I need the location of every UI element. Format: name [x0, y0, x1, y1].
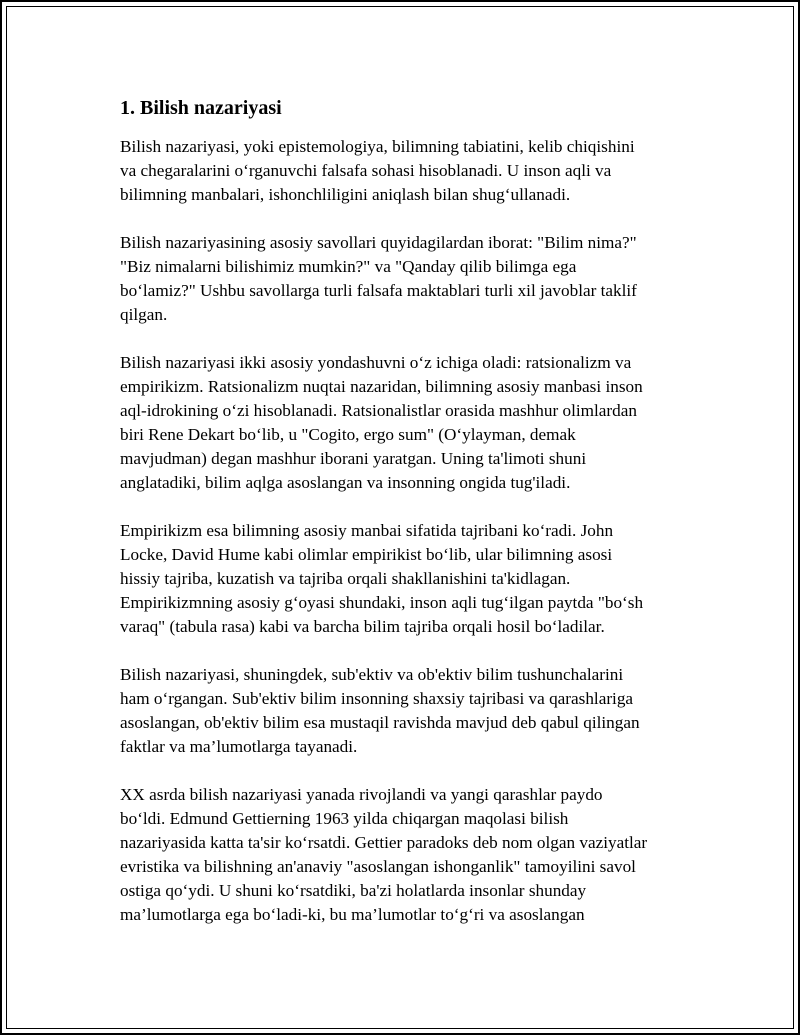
text-line: ma’lumotlarga ega bo‘ladi-ki, bu ma’lumotlar to‘g‘ri va asoslangan: [120, 905, 585, 924]
text-line: XX asrda bilish nazariyasi yanada rivojlandi va yangi qarashlar paydo: [120, 785, 603, 804]
text-line: Empirikizm esa bilimning asosiy manbai sifatida tajribani ko‘radi. John: [120, 521, 614, 540]
text-line: bo‘ldi. Edmund Gettierning 1963 yilda chiqargan maqolasi bilish: [120, 809, 569, 828]
text-line: Empirikizmning asosiy g‘oyasi shundaki, inson aqli tug‘ilgan paytda "bo‘sh: [120, 593, 644, 612]
text-line: hissiy tajriba, kuzatish va tajriba orqali shakllanishini ta'kidlagan.: [120, 569, 571, 588]
text-line: Locke, David Hume kabi olimlar empirikist bo‘lib, ular bilimning asosi: [120, 545, 613, 564]
text-line: aql-idrokining o‘zi hisoblanadi. Ratsionalistlar orasida mashhur olimlardan: [120, 401, 637, 420]
text-line: nazariyasida katta ta'sir ko‘rsatdi. Gettier paradoks deb nom olgan vaziyatlar: [120, 833, 648, 852]
text-line: Bilish nazariyasi, yoki epistemologiya, bilimning tabiatini, kelib chiqishini: [120, 137, 635, 156]
text-line: va chegaralarini o‘rganuvchi falsafa sohasi hisoblanadi. U inson aqli va: [120, 161, 612, 180]
text-line: qilgan.: [120, 305, 168, 324]
text-line: empirikizm. Ratsionalizm nuqtai nazaridan, bilimning asosiy manbasi inson: [120, 377, 643, 396]
document-body: [120, 95, 700, 951]
paragraph-empiricism: [120, 519, 700, 639]
text-line: Bilish nazariyasi, shuningdek, sub'ektiv va ob'ektiv bilim tushunchalarini: [120, 665, 624, 684]
text-line: bo‘lamiz?" Ushbu savollarga turli falsafa maktablari turli xil javoblar taklif: [120, 281, 637, 300]
paragraph-rationalism: [120, 351, 700, 495]
text-line: mavjudman) degan mashhur iborani yaratgan. Uning ta'limoti shuni: [120, 449, 587, 468]
text-line: anglatadiki, bilim aqlga asoslangan va insonning ongida tug'iladi.: [120, 473, 571, 492]
text-line: "Biz nimalarni bilishimiz mumkin?" va "Qanday qilib bilimga ega: [120, 257, 577, 276]
paragraph-questions: [120, 231, 700, 327]
text-line: ham o‘rgangan. Sub'ektiv bilim insonning shaxsiy tajribasi va qarashlariga: [120, 689, 634, 708]
text-line: varaq" (tabula rasa) kabi va barcha bilim tajriba orqali hosil bo‘ladilar.: [120, 617, 605, 636]
paragraph-intro: [120, 135, 700, 207]
text-line: biri Rene Dekart bo‘lib, u "Cogito, ergo sum" (O‘ylayman, demak: [120, 425, 576, 444]
text-line: Bilish nazariyasining asosiy savollari quyidagilardan iborat: "Bilim nima?": [120, 233, 637, 252]
text-line: asoslangan, ob'ektiv bilim esa mustaqil ravishda mavjud deb qabul qilingan: [120, 713, 640, 732]
text-line: ostiga qo‘ydi. U shuni ko‘rsatdiki, ba'zi holatlarda insonlar shunday: [120, 881, 587, 900]
section-heading: 1. Bilish nazariyasi: [120, 97, 282, 119]
text-line: faktlar va ma’lumotlarga tayanadi.: [120, 737, 358, 756]
paragraph-gettier: [120, 783, 700, 927]
text-line: evristika va bilishning an'anaviy "asoslangan ishonganlik" tamoyilini savol: [120, 857, 636, 876]
text-line: bilimning manbalari, ishonchliligini aniqlash bilan shug‘ullanadi.: [120, 185, 571, 204]
paragraph-subjective-objective: [120, 663, 700, 759]
text-line: Bilish nazariyasi ikki asosiy yondashuvni o‘z ichiga oladi: ratsionalizm va: [120, 353, 632, 372]
